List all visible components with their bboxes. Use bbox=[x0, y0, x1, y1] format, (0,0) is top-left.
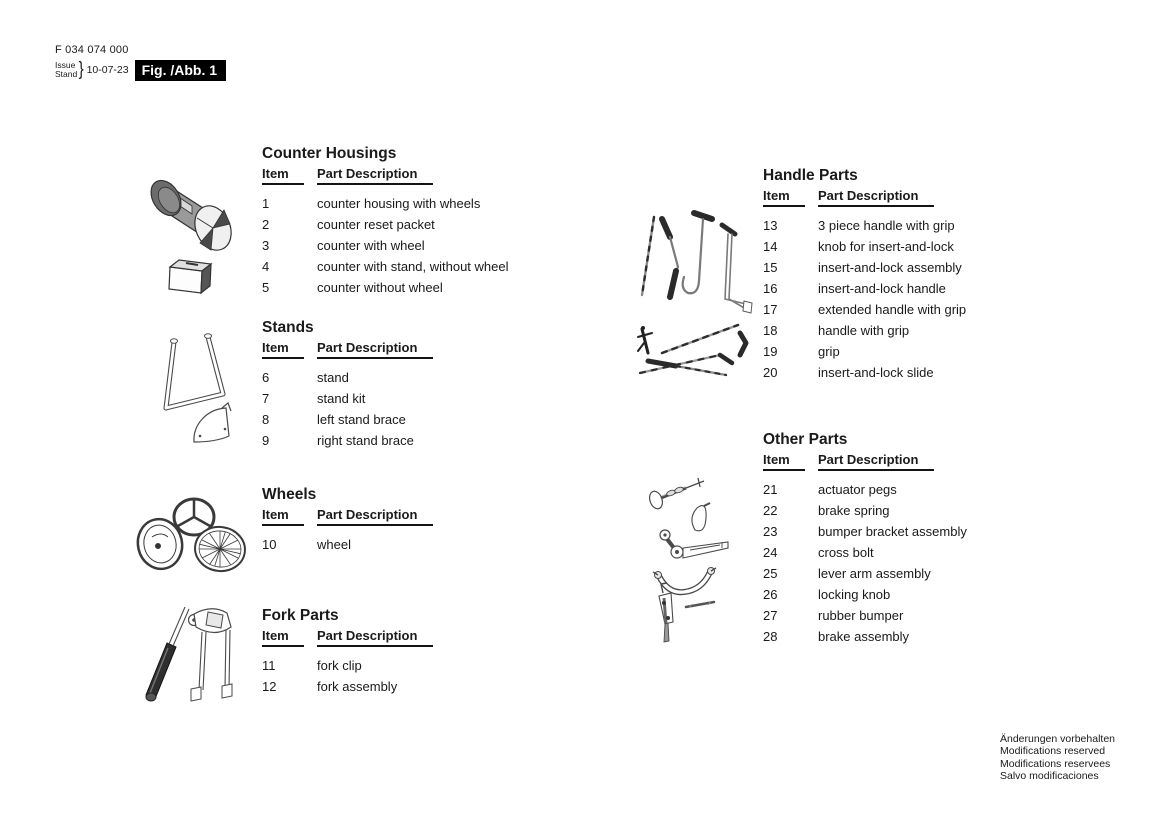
fork-parts-drawing bbox=[130, 600, 240, 712]
table-body bbox=[262, 193, 547, 298]
table-row bbox=[763, 563, 1048, 584]
table-body bbox=[763, 479, 1048, 647]
part-description: insert-and-lock assembly bbox=[818, 260, 962, 275]
table-row bbox=[262, 367, 547, 388]
item-number: 21 bbox=[763, 482, 778, 497]
footer-line-en: Modifications reserved bbox=[1000, 745, 1106, 758]
column-header-item: Item bbox=[262, 628, 304, 647]
table-row bbox=[763, 257, 1048, 278]
item-number: 25 bbox=[763, 566, 778, 581]
other-parts-drawing bbox=[640, 472, 760, 647]
table-row bbox=[763, 299, 1048, 320]
part-description: extended handle with grip bbox=[818, 302, 967, 317]
section-stands bbox=[262, 319, 547, 451]
part-description: rubber bumper bbox=[818, 608, 904, 623]
document-header bbox=[55, 44, 226, 81]
part-description: knob for insert-and-lock bbox=[818, 239, 954, 254]
table-row bbox=[262, 655, 547, 676]
part-description: cross bolt bbox=[818, 545, 874, 560]
table-body bbox=[763, 215, 1048, 383]
table-row bbox=[262, 676, 547, 697]
item-number: 23 bbox=[763, 524, 778, 539]
item-number: 1 bbox=[262, 196, 270, 211]
item-number: 4 bbox=[262, 259, 270, 274]
table-header bbox=[763, 452, 1048, 475]
brace-glyph: } bbox=[78, 59, 84, 80]
section-title: Wheels bbox=[262, 486, 317, 503]
column-header-description: Part Description bbox=[818, 452, 934, 471]
part-description: 3 piece handle with grip bbox=[818, 218, 955, 233]
section-title: Fork Parts bbox=[262, 607, 339, 624]
part-description: brake assembly bbox=[818, 629, 910, 644]
item-number: 11 bbox=[262, 658, 276, 673]
item-number: 12 bbox=[262, 679, 277, 694]
table-row bbox=[262, 534, 547, 555]
issue-stand-label bbox=[55, 61, 77, 80]
part-description: left stand brace bbox=[317, 412, 406, 427]
part-description: stand kit bbox=[317, 391, 366, 406]
item-number: 15 bbox=[763, 260, 778, 275]
table-body bbox=[262, 534, 547, 555]
part-description: counter housing with wheels bbox=[317, 196, 481, 211]
section-title: Handle Parts bbox=[763, 167, 858, 184]
part-description: fork assembly bbox=[317, 679, 398, 694]
item-number: 7 bbox=[262, 391, 270, 406]
part-number: F 034 074 000 bbox=[55, 44, 129, 56]
footer-notes bbox=[1000, 733, 1115, 782]
item-number: 18 bbox=[763, 323, 778, 338]
item-number: 8 bbox=[262, 412, 270, 427]
section-counter-housings bbox=[262, 145, 547, 298]
footer-line-es: Salvo modificaciones bbox=[1000, 769, 1099, 782]
item-number: 16 bbox=[763, 281, 778, 296]
table-body bbox=[262, 655, 547, 697]
table-row bbox=[262, 430, 547, 451]
stand-label: Stand bbox=[55, 69, 78, 79]
footer-line-fr: Modifications reservees bbox=[1000, 757, 1111, 770]
part-description: insert-and-lock slide bbox=[818, 365, 934, 380]
table-row bbox=[763, 605, 1048, 626]
part-description: stand bbox=[317, 370, 349, 385]
section-title: Counter Housings bbox=[262, 145, 397, 162]
stands-drawing bbox=[148, 332, 248, 447]
column-header-item: Item bbox=[763, 188, 805, 207]
table-row bbox=[262, 277, 547, 298]
table-header bbox=[763, 188, 1048, 211]
table-row bbox=[763, 320, 1048, 341]
column-header-description: Part Description bbox=[317, 507, 433, 526]
column-header-description: Part Description bbox=[317, 628, 433, 647]
item-number: 10 bbox=[262, 537, 277, 552]
table-row bbox=[763, 584, 1048, 605]
column-header-item: Item bbox=[262, 340, 304, 359]
section-other-parts bbox=[763, 431, 1048, 647]
table-row bbox=[763, 521, 1048, 542]
table-header bbox=[262, 166, 547, 189]
section-fork-parts bbox=[262, 607, 547, 697]
item-number: 26 bbox=[763, 587, 778, 602]
column-header-item: Item bbox=[262, 507, 304, 526]
part-description: brake spring bbox=[818, 503, 890, 518]
item-number: 24 bbox=[763, 545, 778, 560]
table-row bbox=[262, 214, 547, 235]
figure-label-badge: Fig. /Abb. 1 bbox=[135, 60, 226, 81]
table-row bbox=[763, 236, 1048, 257]
table-header bbox=[262, 628, 547, 651]
part-description: grip bbox=[818, 344, 840, 359]
table-row bbox=[763, 479, 1048, 500]
section-title: Other Parts bbox=[763, 431, 848, 448]
section-wheels bbox=[262, 486, 547, 555]
item-number: 13 bbox=[763, 218, 778, 233]
footer-line-de: Änderungen vorbehalten bbox=[1000, 733, 1116, 745]
table-row bbox=[262, 256, 547, 277]
part-description: insert-and-lock handle bbox=[818, 281, 946, 296]
table-row bbox=[763, 500, 1048, 521]
table-body bbox=[262, 367, 547, 451]
issue-date: 10-07-23 bbox=[86, 64, 129, 76]
table-row bbox=[763, 362, 1048, 383]
table-row bbox=[262, 388, 547, 409]
item-number: 17 bbox=[763, 302, 778, 317]
part-description: counter reset packet bbox=[317, 217, 435, 232]
table-row bbox=[763, 341, 1048, 362]
handle-parts-drawing bbox=[628, 203, 753, 388]
item-number: 5 bbox=[262, 280, 270, 295]
column-header-description: Part Description bbox=[317, 166, 433, 185]
table-row bbox=[262, 409, 547, 430]
item-number: 9 bbox=[262, 433, 270, 448]
part-description: right stand brace bbox=[317, 433, 414, 448]
column-header-description: Part Description bbox=[818, 188, 934, 207]
section-handle-parts bbox=[763, 167, 1048, 383]
part-description: actuator pegs bbox=[818, 482, 897, 497]
item-number: 22 bbox=[763, 503, 778, 518]
part-description: lever arm assembly bbox=[818, 566, 931, 581]
part-description: counter with stand, without wheel bbox=[317, 259, 509, 274]
table-row bbox=[262, 235, 547, 256]
part-description: wheel bbox=[317, 537, 351, 552]
item-number: 20 bbox=[763, 365, 778, 380]
column-header-item: Item bbox=[262, 166, 304, 185]
part-description: counter with wheel bbox=[317, 238, 425, 253]
item-number: 19 bbox=[763, 344, 778, 359]
table-row bbox=[763, 542, 1048, 563]
item-number: 2 bbox=[262, 217, 270, 232]
table-row bbox=[763, 278, 1048, 299]
item-number: 3 bbox=[262, 238, 270, 253]
item-number: 28 bbox=[763, 629, 778, 644]
issue-label: Issue bbox=[55, 59, 76, 70]
wheels-drawing bbox=[133, 494, 248, 579]
table-row bbox=[763, 626, 1048, 647]
part-description: counter without wheel bbox=[317, 280, 443, 295]
item-number: 6 bbox=[262, 370, 270, 385]
part-description: bumper bracket assembly bbox=[818, 524, 967, 539]
table-header bbox=[262, 507, 547, 530]
column-header-description: Part Description bbox=[317, 340, 433, 359]
item-number: 14 bbox=[763, 239, 778, 254]
part-description: handle with grip bbox=[818, 323, 910, 338]
table-row bbox=[262, 193, 547, 214]
column-header-item: Item bbox=[763, 452, 805, 471]
part-description: locking knob bbox=[818, 587, 891, 602]
section-title: Stands bbox=[262, 319, 314, 336]
table-row bbox=[763, 215, 1048, 236]
table-header bbox=[262, 340, 547, 363]
issue-row bbox=[55, 59, 226, 81]
counter-housings-drawing bbox=[140, 166, 250, 296]
part-description: fork clip bbox=[317, 658, 362, 673]
item-number: 27 bbox=[763, 608, 778, 623]
